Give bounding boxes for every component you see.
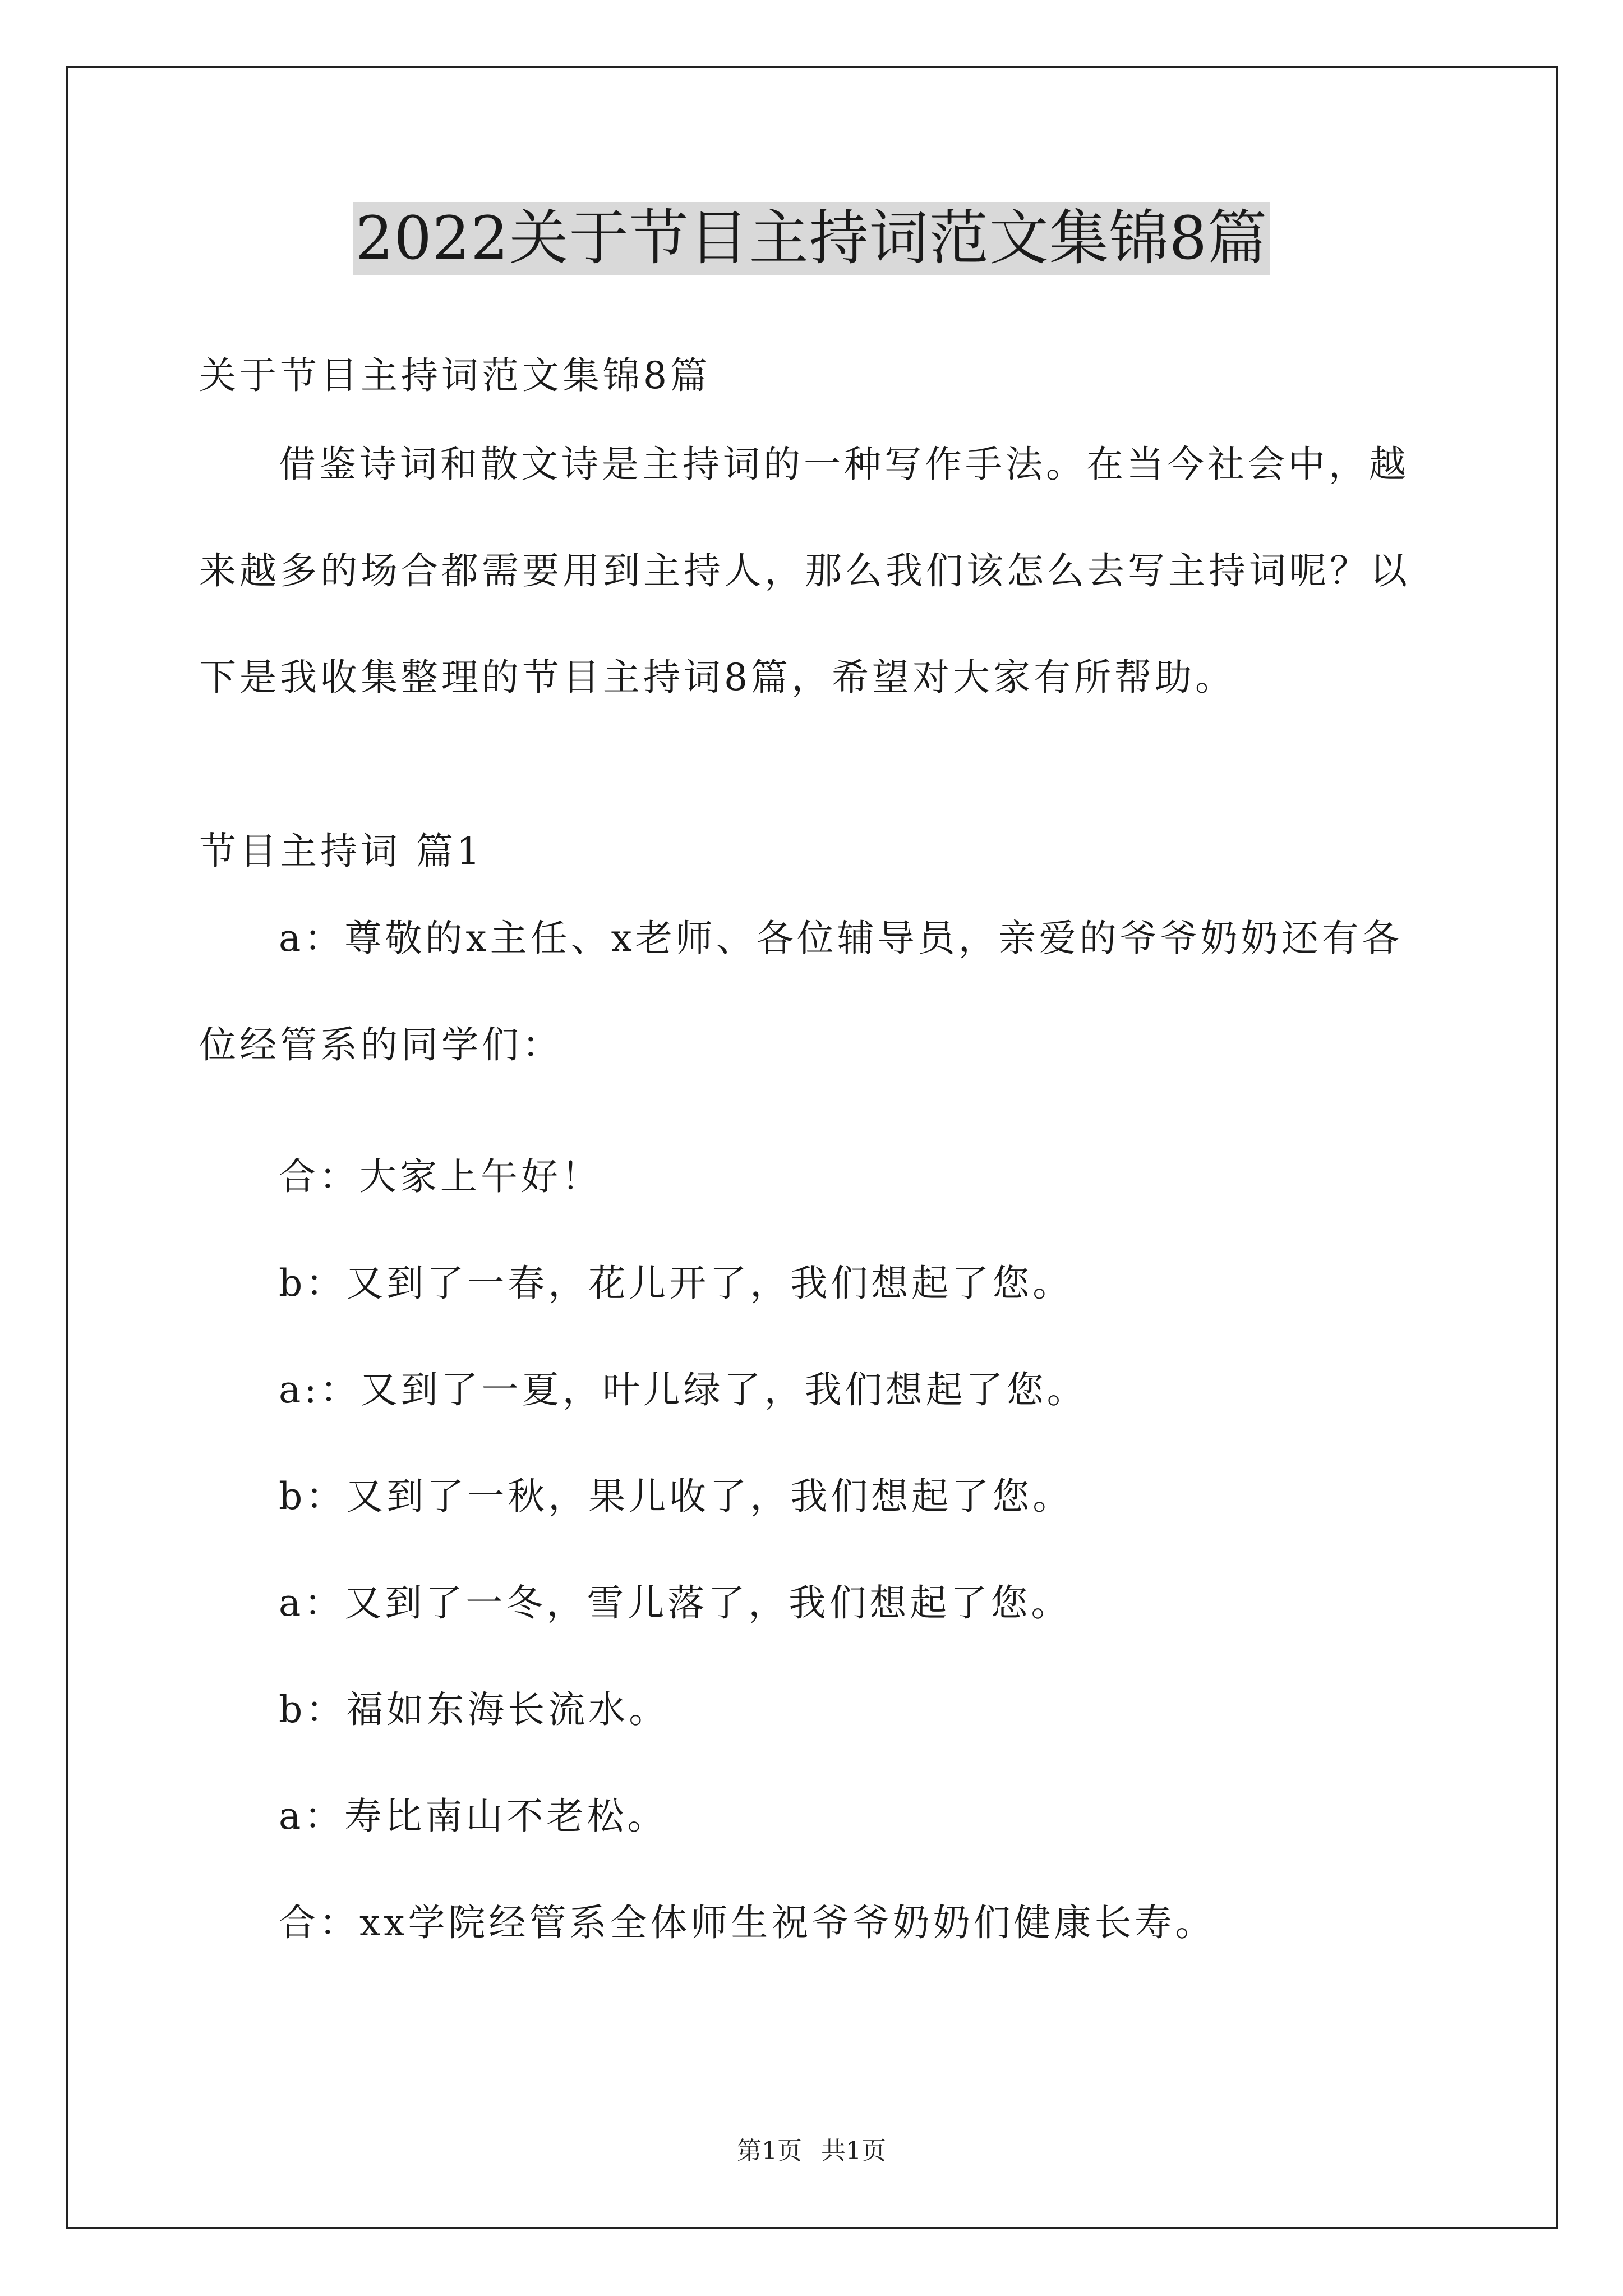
document-subtitle: 关于节目主持词范文集锦8篇 [199,354,711,397]
document-body [199,348,1427,1951]
section-spacer [199,731,1427,823]
document-title: 2022关于节目主持词范文集锦8篇 [353,202,1270,275]
script-line: b：福如东海长流水。 [279,1688,670,1731]
intro-paragraph: 借鉴诗词和散文诗是主持词的一种写作手法。在当今社会中，越来越多的场合都需要用到主持人，那么我们该怎么去写主持词呢？以下是我收集整理的节目主持词8篇，希望对大家有所帮助。 [199,443,1410,699]
script-line: b：又到了一秋，果儿收了，我们想起了您。 [279,1475,1073,1518]
script-line: 合：xx学院经管系全体师生祝爷爷奶奶们健康长寿。 [279,1901,1216,1944]
script-line: a：又到了一冬，雪儿落了，我们想起了您。 [279,1581,1072,1625]
page-total: 共1页 [821,2137,886,2165]
script-line: a：尊敬的x主任、x老师、各位辅导员，亲爱的爷爷奶奶还有各位经管系的同学们： [199,917,1403,1066]
script-line: b：又到了一春，花儿开了，我们想起了您。 [279,1262,1073,1305]
script-line: a：寿比南山不老松。 [279,1795,668,1838]
page-footer [0,2134,1623,2168]
script-line: 合：大家上午好！ [279,1155,602,1198]
title-container [0,202,1623,275]
page-number: 第1页 [737,2137,802,2165]
script-line: a:：又到了一夏，叶儿绿了，我们想起了您。 [279,1368,1087,1411]
section-title: 节目主持词 篇1 [199,830,483,873]
